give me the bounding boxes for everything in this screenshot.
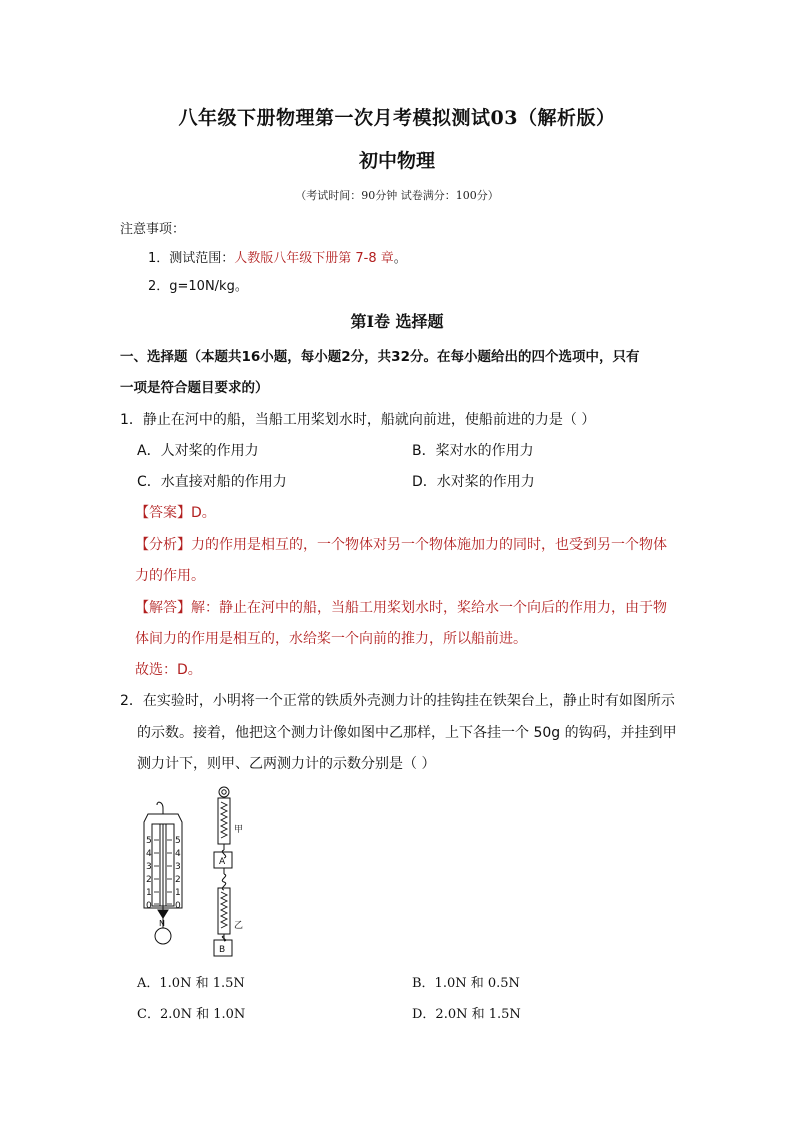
note-item-2: 2．g=10N/kg。 — [148, 279, 248, 294]
section-instructions-line-1: 一、选择题（本题共16小题，每小题2分，共32分。在每小题给出的四个选项中，只有 — [120, 349, 640, 365]
document-subtitle: 初中物理 — [358, 150, 435, 172]
q1-analysis-tag: 【分析】 — [135, 537, 191, 553]
q1-option-a: A．人对桨的作用力 — [137, 443, 259, 459]
q1-option-c: C．水直接对船的作用力 — [137, 474, 287, 490]
q1-analysis-text-1: 力的作用是相互的，一个物体对另一个物体施加力的同时，也受到另一个物体 — [191, 537, 667, 553]
q2-option-a: A．1.0N 和 1.5N — [137, 976, 245, 991]
q1-analysis-line-2: 力的作用。 — [135, 568, 205, 584]
block-a-label: A — [219, 857, 226, 867]
label-yi: 乙 — [234, 921, 244, 931]
q1-option-b: B．桨对水的作用力 — [412, 443, 534, 459]
q1-stem: 1．静止在河中的船，当船工用桨划水时，船就向前进，使船前进的力是（ ） — [120, 412, 596, 428]
q2-stem-line-1: 2．在实验时，小明将一个正常的铁质外壳测力计的挂钩挂在铁架台上，静止时有如图所示 — [120, 693, 675, 709]
left-scale-4: 4 — [146, 849, 152, 859]
q2-stem-line-2: 的示数。接着，他把这个测力计像如图中乙那样，上下各挂一个 50g 的钩码，并挂到甲 — [137, 725, 677, 741]
document-title: 八年级下册物理第一次月考模拟测试03（解析版） — [178, 107, 616, 129]
q2-option-d: D．2.0N 和 1.5N — [412, 1007, 521, 1022]
q1-solution-text-1: 解：静止在河中的船，当船工用桨划水时，桨给水一个向后的作用力，由于物 — [191, 600, 667, 616]
note-item-1 — [148, 247, 407, 266]
exam-info: （考试时间：90分钟 试卷满分：100分） — [295, 189, 499, 202]
q1-solution-line-2: 体间力的作用是相互的，水给桨一个向前的推力，所以船前进。 — [135, 631, 527, 647]
left-scale-5: 5 — [146, 836, 152, 846]
right-scale-0: 0 — [175, 901, 181, 911]
q1-choice: 故选：D。 — [135, 662, 202, 678]
q2-stem-line-3: 测力计下，则甲、乙两测力计的示数分别是（ ） — [137, 756, 436, 772]
q1-option-d: D．水对桨的作用力 — [412, 474, 535, 490]
q1-answer — [135, 502, 216, 522]
note-item-1-scope: 人教版八年级下册第 7-8 章 — [234, 251, 394, 266]
right-scale-5: 5 — [175, 836, 181, 846]
section-title: 第Ⅰ卷 选择题 — [350, 312, 444, 331]
q1-solution-line-1 — [135, 597, 667, 617]
spring-scale-figure — [130, 780, 260, 960]
q1-answer-value: D。 — [191, 505, 216, 521]
left-scale-0: 0 — [146, 901, 152, 911]
right-scale-2: 2 — [175, 875, 181, 885]
right-scale-1: 1 — [175, 888, 181, 898]
q1-solution-tag: 【解答】 — [135, 600, 191, 616]
note-item-1-suffix: 。 — [393, 251, 407, 266]
left-scale-2: 2 — [146, 875, 152, 885]
q2-option-c: C．2.0N 和 1.0N — [137, 1007, 246, 1022]
block-b-label: B — [219, 945, 226, 955]
pointer-label: N — [159, 919, 165, 928]
section-instructions-line-2: 一项是符合题目要求的） — [120, 380, 269, 396]
right-scale-4: 4 — [175, 849, 181, 859]
left-scale-3: 3 — [146, 862, 152, 872]
q1-answer-tag: 【答案】 — [135, 505, 191, 521]
note-item-1-prefix: 1．测试范围： — [148, 251, 235, 266]
left-scale-1: 1 — [146, 888, 152, 898]
right-scale-3: 3 — [175, 862, 181, 872]
spring-scale-stack — [214, 787, 232, 956]
label-jia: 甲 — [234, 825, 244, 835]
notes-heading: 注意事项： — [120, 222, 186, 237]
q1-analysis-line-1 — [135, 534, 667, 554]
q2-option-b: B．1.0N 和 0.5N — [412, 976, 520, 991]
top-hook-icon — [157, 802, 163, 808]
